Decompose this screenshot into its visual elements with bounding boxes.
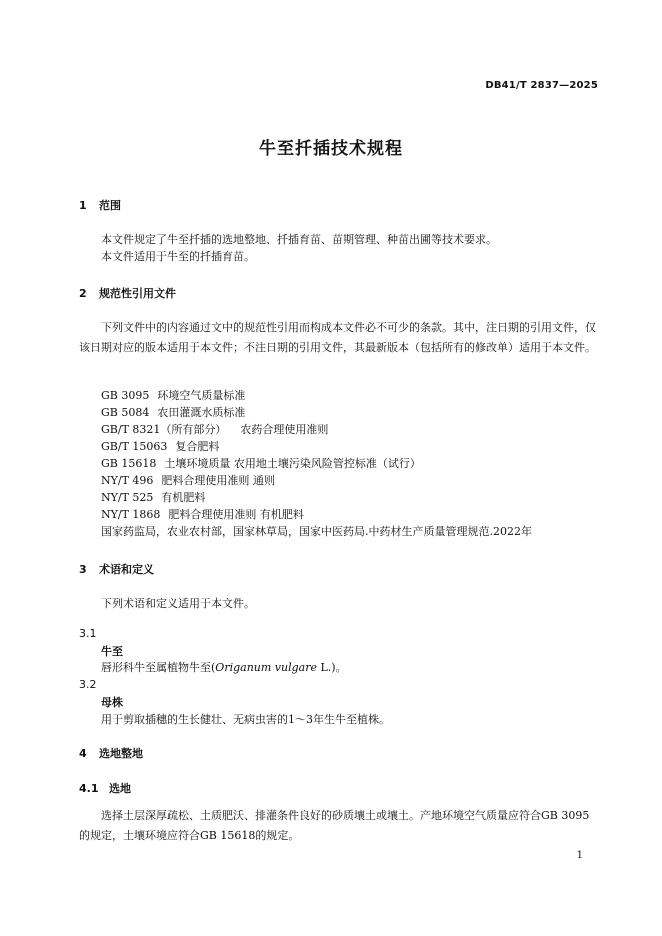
terms-intro-paragraph: 下列术语和定义适用于本文件。 (101, 597, 255, 610)
section-4-heading (79, 745, 143, 761)
term-number: 3.2 (79, 678, 97, 691)
reference-name: 有机肥料 (161, 491, 206, 504)
reference-code: NY/T 496 (101, 474, 154, 487)
reference-code: NY/T 525 (101, 491, 154, 504)
section-2-heading (79, 285, 176, 301)
reference-name: 复合肥料 (175, 440, 220, 453)
reference-code: GB/T 8321（所有部分） (101, 423, 227, 436)
page-title: 牛至扦插技术规程 (259, 139, 403, 159)
section-number: 2 (79, 287, 87, 300)
reference-code: GB 3095 (101, 389, 150, 402)
section-title: 范围 (99, 199, 121, 212)
reference-name: 肥料合理使用准则 有机肥料 (168, 508, 304, 521)
latin-name: Origanum vulgare (215, 661, 317, 674)
definition-text: L.)。 (316, 661, 347, 674)
section-number: 4 (79, 747, 87, 760)
reference-item (101, 506, 304, 522)
reference-item (101, 438, 219, 454)
section-title: 术语和定义 (99, 563, 154, 576)
section-number: 3 (79, 563, 87, 576)
site-selection-paragraph: 选择土层深厚疏松、土质肥沃、排灌条件良好的砂质壤土或壤土。产地环境空气质量应符合GB 3095的规定，土壤环境应符合GB 15618的规定。 (79, 809, 590, 842)
reference-item (101, 455, 421, 471)
section-title: 规范性引用文件 (99, 287, 176, 300)
reference-item (101, 489, 205, 505)
reference-name: 土壤环境质量 农用地土壤污染风险管控标准（试行） (164, 457, 421, 470)
subsection-4-1-heading (79, 780, 131, 796)
section-1-heading (79, 197, 121, 213)
scope-paragraph-2: 本文件适用于牛至的扦插育苗。 (101, 250, 255, 263)
reference-name: 环境空气质量标准 (157, 389, 246, 402)
term-number: 3.1 (79, 627, 97, 640)
reference-code: NY/T 1868 (101, 508, 161, 521)
reference-code: GB/T 15063 (101, 440, 168, 453)
scope-paragraph-1: 本文件规定了牛至扦插的选地整地、扦插育苗、苗期管理、种苗出圃等技术要求。 (101, 233, 497, 246)
reference-item (101, 421, 328, 437)
reference-name: 农药合理使用准则 (240, 423, 329, 436)
reference-item (101, 523, 532, 539)
term-name: 牛至 (101, 645, 123, 658)
subsection-number: 4.1 (79, 782, 99, 795)
section-number: 1 (79, 199, 87, 212)
term-definition (101, 659, 347, 675)
reference-name: 农田灌溉水质标准 (157, 406, 246, 419)
reference-code: GB 15618 (101, 457, 157, 470)
definition-text: 唇形科牛至属植物牛至( (101, 661, 216, 674)
subsection-title: 选地 (109, 782, 131, 795)
reference-item (101, 387, 245, 403)
reference-code: GB 5084 (101, 406, 150, 419)
reference-name: 肥料合理使用准则 通则 (161, 474, 275, 487)
reference-item (101, 404, 245, 420)
term-name: 母株 (101, 696, 123, 709)
section-title: 选地整地 (99, 747, 143, 760)
term-definition: 用于剪取插穗的生长健壮、无病虫害的1～3年生牛至植株。 (101, 713, 390, 726)
page-number: 1 (576, 850, 583, 861)
reference-code: 国家药监局，农业农村部，国家林草局，国家中医药局.中药材生产质量管理规范.2022年 (101, 525, 532, 538)
section-3-heading (79, 561, 154, 577)
document-code: DB41/T 2837—2025 (485, 80, 598, 91)
reference-item (101, 472, 275, 488)
normative-references-paragraph: 下列文件中的内容通过文中的规范性引用而构成本文件必不可少的条款。其中，注日期的引用文件，仅该日期对应的版本适用于本文件；不注日期的引用文件，其最新版本（包括所有的修改单）适用于本文件。 (79, 321, 596, 354)
